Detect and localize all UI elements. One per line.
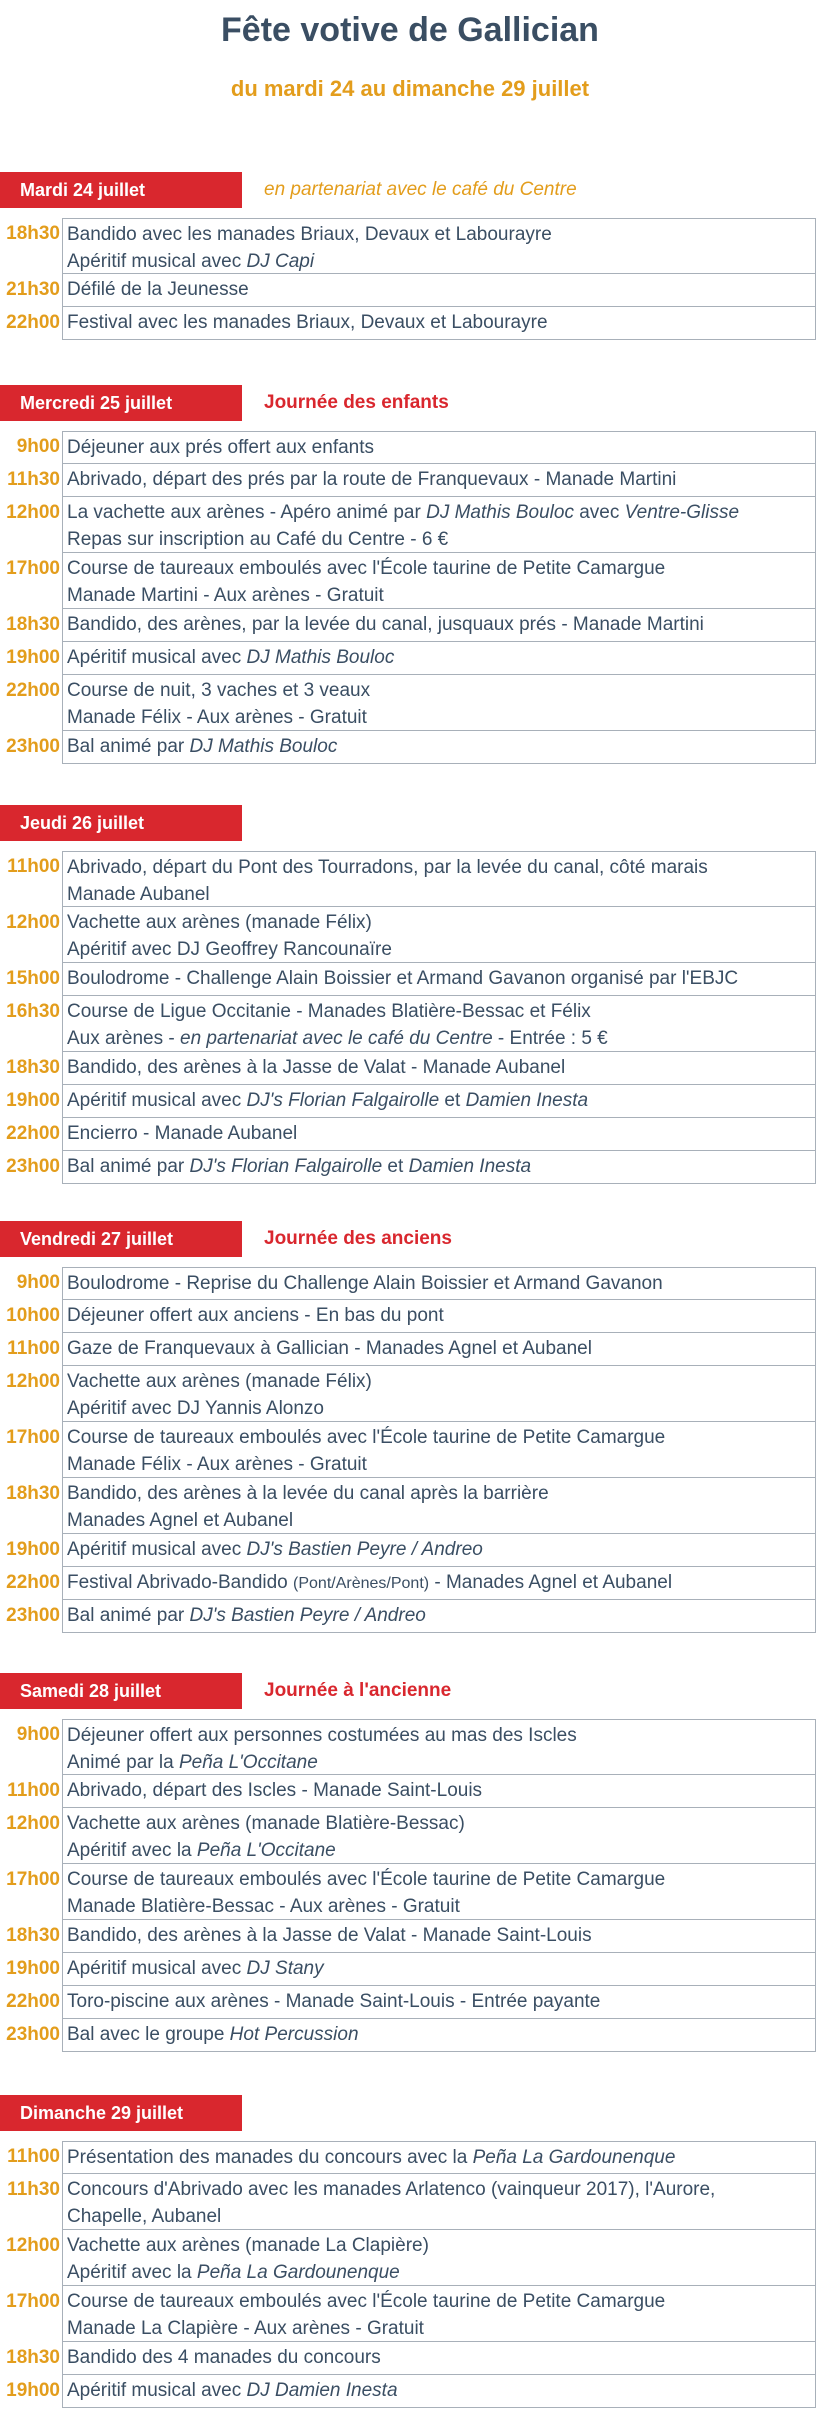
- event-line: [67, 677, 815, 704]
- event-row: [0, 996, 820, 1052]
- event-text: La vachette aux arènes - Apéro animé par: [67, 502, 427, 523]
- event-list: [0, 218, 820, 340]
- event-time: 19h00: [6, 2380, 60, 2401]
- event-text: Manade Félix - Aux arènes - Gratuit: [67, 1454, 367, 1475]
- event-text: Boulodrome - Reprise du Challenge Alain Boissier et Armand Gavanon: [67, 1273, 663, 1294]
- day-section: [0, 1221, 820, 1633]
- event-text: Présentation des manades du concours avec la: [67, 2147, 473, 2168]
- event-line: [67, 1335, 815, 1362]
- event-line: [67, 2344, 815, 2371]
- event-text: Concours d'Abrivado avec les manades Arlatenco (vainqueur 2017), l'Aurore,: [67, 2179, 716, 2200]
- event-row: [0, 1864, 820, 1920]
- event-text-italic: Damien Inesta: [408, 1156, 532, 1177]
- event-line: [67, 1153, 815, 1180]
- event-line: [67, 1810, 815, 1837]
- day-header: [0, 2095, 820, 2131]
- event-line: [67, 644, 815, 671]
- event-line: [67, 1480, 815, 1507]
- event-description: [62, 1534, 816, 1567]
- event-description: [62, 497, 816, 553]
- event-text: Vachette aux arènes (manade La Clapière): [67, 2235, 429, 2256]
- event-line: [67, 1893, 815, 1920]
- event-text: Animé par la: [67, 1752, 179, 1773]
- day-label: Dimanche 29 juillet: [0, 2095, 242, 2131]
- event-time: 9h00: [16, 1272, 60, 1293]
- event-row: [0, 1719, 820, 1775]
- event-time: 18h30: [6, 223, 60, 244]
- event-line: [67, 1988, 815, 2015]
- event-line: [67, 1866, 815, 1893]
- event-text-italic: DJ Capi: [246, 251, 315, 272]
- event-list: [0, 851, 820, 1184]
- event-text: Manade Blatière-Bessac - Aux arènes - Gratuit: [67, 1896, 460, 1917]
- event-line: [67, 2203, 815, 2230]
- event-line: [67, 2021, 815, 2048]
- event-description: [62, 1600, 816, 1633]
- day-header: [0, 385, 820, 421]
- event-text: Déjeuner offert aux anciens - En bas du pont: [67, 1305, 444, 1326]
- day-label: Mercredi 25 juillet: [0, 385, 242, 421]
- event-row: [0, 1808, 820, 1864]
- event-text: Toro-piscine aux arènes - Manade Saint-Louis - Entrée payante: [67, 1991, 601, 2012]
- event-description: [62, 1333, 816, 1366]
- event-time: 22h00: [6, 312, 60, 333]
- event-text: (Pont/Arènes/Pont): [293, 1575, 430, 1592]
- event-time: 22h00: [6, 1991, 60, 2012]
- event-time: 22h00: [6, 1123, 60, 1144]
- event-time: 19h00: [6, 647, 60, 668]
- event-text-italic: DJ Mathis Bouloc: [246, 647, 395, 668]
- event-time: 12h00: [6, 912, 60, 933]
- event-text: Bandido, des arènes à la Jasse de Valat - Manade Saint-Louis: [67, 1925, 592, 1946]
- event-row: [0, 2342, 820, 2375]
- event-row: [0, 1118, 820, 1151]
- event-line: [67, 221, 815, 248]
- event-text: Encierro - Manade Aubanel: [67, 1123, 298, 1144]
- event-row: [0, 497, 820, 553]
- event-text: Abrivado, départ des prés par la route de Franquevaux - Manade Martini: [67, 469, 677, 490]
- event-row: [0, 675, 820, 731]
- event-line: [67, 998, 815, 1025]
- event-text: Défilé de la Jeunesse: [67, 279, 249, 300]
- event-description: [62, 1478, 816, 1534]
- event-time: 9h00: [16, 1724, 60, 1745]
- event-row: [0, 553, 820, 609]
- event-text-italic: DJ Mathis Bouloc: [189, 736, 338, 757]
- event-text: Bandido, des arènes, par la levée du canal, jusquaux prés - Manade Martini: [67, 614, 704, 635]
- event-description: [62, 2141, 816, 2174]
- event-time: 19h00: [6, 1539, 60, 1560]
- event-description: [62, 1422, 816, 1478]
- event-text: Bandido, des arènes à la levée du canal après la barrière: [67, 1483, 549, 1504]
- event-line: [67, 1395, 815, 1422]
- event-line: [67, 2176, 815, 2203]
- event-line: [67, 2377, 815, 2404]
- event-description: [62, 963, 816, 996]
- event-description: [62, 1986, 816, 2019]
- day-section: [0, 2095, 820, 2408]
- event-row: [0, 2019, 820, 2052]
- event-time: 15h00: [6, 968, 60, 989]
- event-description: [62, 2375, 816, 2408]
- event-description: [62, 307, 816, 340]
- event-line: [67, 1507, 815, 1534]
- event-text: Festival Abrivado-Bandido: [67, 1572, 294, 1593]
- event-line: [67, 1424, 815, 1451]
- event-text: Course de taureaux emboulés avec l'École taurine de Petite Camargue: [67, 558, 666, 579]
- event-time: 11h30: [7, 2179, 60, 2200]
- event-text: Manades Agnel et Aubanel: [67, 1510, 294, 1531]
- event-row: [0, 1333, 820, 1366]
- event-description: [62, 851, 816, 907]
- event-text: Apéritif musical avec: [67, 1539, 247, 1560]
- event-text: Apéritif musical avec: [67, 2380, 247, 2401]
- event-list: [0, 1267, 820, 1633]
- day-header: [0, 172, 820, 208]
- event-text: Course de Ligue Occitanie - Manades Blatière-Bessac et Félix: [67, 1001, 591, 1022]
- event-description: [62, 2174, 816, 2230]
- event-description: [62, 1864, 816, 1920]
- event-text: - Manades Agnel et Aubanel: [429, 1572, 673, 1593]
- event-text: Manade Martini - Aux arènes - Gratuit: [67, 585, 384, 606]
- event-text-italic: DJ's Bastien Peyre / Andreo: [189, 1605, 426, 1626]
- page-title: Fête votive de Gallician: [221, 11, 599, 49]
- event-text: Course de taureaux emboulés avec l'École taurine de Petite Camargue: [67, 1869, 666, 1890]
- event-text: Apéritif musical avec: [67, 251, 247, 272]
- event-description: [62, 1267, 816, 1300]
- event-text: Vachette aux arènes (manade Félix): [67, 912, 372, 933]
- event-time: 22h00: [6, 1572, 60, 1593]
- event-time: 11h00: [7, 2146, 60, 2167]
- event-description: [62, 1953, 816, 1986]
- day-note: Journée des anciens: [264, 1228, 452, 1249]
- event-line: [67, 309, 815, 336]
- event-row: [0, 609, 820, 642]
- event-description: [62, 1775, 816, 1808]
- day-note: Journée à l'ancienne: [264, 1680, 452, 1701]
- event-row: [0, 1052, 820, 1085]
- event-time: 11h00: [7, 856, 60, 877]
- event-description: [62, 996, 816, 1052]
- event-description: [62, 642, 816, 675]
- event-description: [62, 731, 816, 764]
- event-text-italic: Peña L'Occitane: [196, 1840, 336, 1861]
- event-line: [67, 1270, 815, 1297]
- event-line: [67, 2315, 815, 2342]
- event-line: [67, 2288, 815, 2315]
- event-line: [67, 1922, 815, 1949]
- event-line: [67, 854, 815, 881]
- event-text: Gaze de Franquevaux à Gallician - Manades Agnel et Aubanel: [67, 1338, 592, 1359]
- event-time: 23h00: [6, 736, 60, 757]
- event-row: [0, 1085, 820, 1118]
- event-description: [62, 1300, 816, 1333]
- event-line: [67, 1569, 815, 1597]
- page-subtitle: du mardi 24 au dimanche 29 juillet: [230, 76, 590, 101]
- event-time: 9h00: [16, 436, 60, 457]
- event-row: [0, 963, 820, 996]
- event-line: [67, 1087, 815, 1114]
- event-row: [0, 218, 820, 274]
- event-time: 18h30: [6, 614, 60, 635]
- event-text: Apéritif musical avec: [67, 1090, 247, 1111]
- event-description: [62, 2019, 816, 2052]
- event-description: [62, 464, 816, 497]
- event-text: Chapelle, Aubanel: [67, 2206, 222, 2227]
- event-line: [67, 1054, 815, 1081]
- event-text-italic: DJ Stany: [246, 1958, 324, 1979]
- event-description: [62, 1366, 816, 1422]
- day-label: Samedi 28 juillet: [0, 1673, 242, 1709]
- event-time: 16h30: [6, 1001, 60, 1022]
- event-text: Boulodrome - Challenge Alain Boissier et Armand Gavanon organisé par l'EBJC: [67, 968, 739, 989]
- event-text-italic: DJ's Florian Falgairolle: [189, 1156, 383, 1177]
- event-row: [0, 1151, 820, 1184]
- event-line: [67, 248, 815, 275]
- event-text: et: [382, 1156, 409, 1177]
- day-header: [0, 805, 820, 841]
- event-row: [0, 2174, 820, 2230]
- event-row: [0, 1366, 820, 1422]
- event-line: [67, 965, 815, 992]
- event-row: [0, 2230, 820, 2286]
- event-time: 23h00: [6, 1156, 60, 1177]
- event-line: [67, 2144, 815, 2171]
- event-line: [67, 1302, 815, 1329]
- event-description: [62, 274, 816, 307]
- event-time: 17h00: [6, 1869, 60, 1890]
- event-time: 23h00: [6, 2024, 60, 2045]
- event-row: [0, 1267, 820, 1300]
- event-text-italic: DJ's Bastien Peyre / Andreo: [246, 1539, 483, 1560]
- event-text: Déjeuner aux prés offert aux enfants: [67, 437, 375, 458]
- event-line: [67, 499, 815, 526]
- event-text: - Entrée : 5 €: [492, 1028, 608, 1049]
- event-row: [0, 1422, 820, 1478]
- event-text: Apéritif musical avec: [67, 1958, 247, 1979]
- event-row: [0, 1478, 820, 1534]
- day-section: [0, 1673, 820, 2052]
- event-description: [62, 218, 816, 274]
- event-line: [67, 936, 815, 963]
- event-row: [0, 274, 820, 307]
- day-label: Jeudi 26 juillet: [0, 805, 242, 841]
- event-text: Aux arènes -: [67, 1028, 180, 1049]
- event-time: 22h00: [6, 680, 60, 701]
- event-text-italic: Ventre-Glisse: [624, 502, 740, 523]
- event-text: Manade La Clapière - Aux arènes - Gratuit: [67, 2318, 424, 2339]
- event-text: Repas sur inscription au Café du Centre - 6 €: [67, 529, 449, 550]
- event-text: Course de taureaux emboulés avec l'École taurine de Petite Camargue: [67, 2291, 666, 2312]
- event-text-italic: Damien Inesta: [465, 1090, 589, 1111]
- event-line: [67, 1536, 815, 1563]
- event-line: [67, 276, 815, 303]
- event-line: [67, 909, 815, 936]
- event-description: [62, 907, 816, 963]
- event-time: 12h00: [6, 2235, 60, 2256]
- event-description: [62, 553, 816, 609]
- event-text: Bandido avec les manades Briaux, Devaux et Labourayre: [67, 224, 552, 245]
- event-line: [67, 1749, 815, 1776]
- event-time: 18h30: [6, 1925, 60, 1946]
- event-time: 12h00: [6, 502, 60, 523]
- event-row: [0, 1600, 820, 1633]
- event-row: [0, 1534, 820, 1567]
- event-row: [0, 907, 820, 963]
- event-line: [67, 1722, 815, 1749]
- event-row: [0, 1920, 820, 1953]
- event-text: Bal animé par: [67, 736, 190, 757]
- event-description: [62, 1052, 816, 1085]
- event-description: [62, 2342, 816, 2375]
- event-text: Bal avec le groupe: [67, 2024, 230, 2045]
- event-line: [67, 881, 815, 908]
- event-text-italic: Peña La Gardounenque: [196, 2262, 400, 2283]
- event-text: Course de nuit, 3 vaches et 3 veaux: [67, 680, 371, 701]
- event-text: Festival avec les manades Briaux, Devaux et Labourayre: [67, 312, 548, 333]
- event-time: 12h00: [6, 1813, 60, 1834]
- event-line: [67, 1120, 815, 1147]
- event-text: Vachette aux arènes (manade Blatière-Bessac): [67, 1813, 465, 1834]
- event-time: 11h00: [7, 1780, 60, 1801]
- event-time: 17h00: [6, 2291, 60, 2312]
- event-line: [67, 611, 815, 638]
- event-text-italic: DJ's Florian Falgairolle: [246, 1090, 440, 1111]
- event-text: Course de taureaux emboulés avec l'École taurine de Petite Camargue: [67, 1427, 666, 1448]
- event-description: [62, 2286, 816, 2342]
- day-section: [0, 172, 820, 340]
- event-row: [0, 731, 820, 764]
- event-text: Apéritif avec DJ Geoffrey Rancounaïre: [67, 939, 392, 960]
- event-line: [67, 1777, 815, 1804]
- event-time: 18h30: [6, 1057, 60, 1078]
- event-row: [0, 431, 820, 464]
- event-time: 10h00: [6, 1305, 60, 1326]
- event-time: 17h00: [6, 1427, 60, 1448]
- event-description: [62, 1808, 816, 1864]
- event-line: [67, 582, 815, 609]
- event-row: [0, 2375, 820, 2408]
- event-text-italic: DJ Mathis Bouloc: [426, 502, 574, 523]
- event-line: [67, 2232, 815, 2259]
- event-line: [67, 2259, 815, 2286]
- event-text: et: [439, 1090, 466, 1111]
- day-section: [0, 385, 820, 764]
- event-row: [0, 307, 820, 340]
- event-text-italic: DJ Damien Inesta: [246, 2380, 398, 2401]
- event-time: 12h00: [6, 1371, 60, 1392]
- event-row: [0, 2141, 820, 2174]
- event-text: Bandido, des arènes à la Jasse de Valat - Manade Aubanel: [67, 1057, 566, 1078]
- event-text: Abrivado, départ des Iscles - Manade Saint-Louis: [67, 1780, 483, 1801]
- event-row: [0, 851, 820, 907]
- day-note: en partenariat avec le café du Centre: [264, 179, 577, 200]
- event-time: 18h30: [6, 2347, 60, 2368]
- day-section: [0, 805, 820, 1184]
- event-line: [67, 555, 815, 582]
- event-text: avec: [573, 502, 625, 523]
- event-time: 19h00: [6, 1090, 60, 1111]
- event-description: [62, 1567, 816, 1600]
- event-line: [67, 526, 815, 553]
- event-text: Manade Félix - Aux arènes - Gratuit: [67, 707, 367, 728]
- event-description: [62, 1118, 816, 1151]
- event-description: [62, 431, 816, 464]
- event-row: [0, 642, 820, 675]
- event-line: [67, 1451, 815, 1478]
- event-time: 11h30: [7, 469, 60, 490]
- event-list: [0, 431, 820, 764]
- event-time: 18h30: [6, 1483, 60, 1504]
- event-row: [0, 2286, 820, 2342]
- event-line: [67, 1837, 815, 1864]
- event-text: Apéritif avec la: [67, 2262, 197, 2283]
- event-line: [67, 1602, 815, 1629]
- event-text: Bandido des 4 manades du concours: [67, 2347, 381, 2368]
- event-line: [67, 1368, 815, 1395]
- event-line: [67, 733, 815, 760]
- event-line: [67, 1025, 815, 1052]
- day-note: Journée des enfants: [264, 392, 449, 413]
- event-time: 19h00: [6, 1958, 60, 1979]
- event-line: [67, 434, 815, 461]
- event-description: [62, 609, 816, 642]
- event-text: Apéritif avec la: [67, 1840, 197, 1861]
- day-label: Vendredi 27 juillet: [0, 1221, 242, 1257]
- event-text: Apéritif musical avec: [67, 647, 247, 668]
- event-text: Bal animé par: [67, 1605, 190, 1626]
- event-description: [62, 1719, 816, 1775]
- event-list: [0, 1719, 820, 2052]
- event-time: 23h00: [6, 1605, 60, 1626]
- event-text-italic: Hot Percussion: [229, 2024, 359, 2045]
- event-row: [0, 1567, 820, 1600]
- event-row: [0, 1775, 820, 1808]
- day-header: [0, 1221, 820, 1257]
- event-text: Manade Aubanel: [67, 884, 210, 905]
- day-label: Mardi 24 juillet: [0, 172, 242, 208]
- event-line: [67, 1955, 815, 1982]
- event-description: [62, 1151, 816, 1184]
- event-text: Vachette aux arènes (manade Félix): [67, 1371, 372, 1392]
- event-description: [62, 675, 816, 731]
- event-list: [0, 2141, 820, 2408]
- event-row: [0, 1953, 820, 1986]
- event-row: [0, 464, 820, 497]
- day-header: [0, 1673, 820, 1709]
- event-text-italic: Peña La Gardounenque: [472, 2147, 676, 2168]
- event-description: [62, 1085, 816, 1118]
- event-text: Bal animé par: [67, 1156, 190, 1177]
- event-text: Apéritif avec DJ Yannis Alonzo: [67, 1398, 324, 1419]
- event-text: Abrivado, départ du Pont des Tourradons, par la levée du canal, côté marais: [67, 857, 708, 878]
- event-row: [0, 1300, 820, 1333]
- event-line: [67, 704, 815, 731]
- event-description: [62, 1920, 816, 1953]
- event-time: 21h30: [6, 279, 60, 300]
- event-row: [0, 1986, 820, 2019]
- event-text-italic: en partenariat avec le café du Centre: [180, 1028, 493, 1049]
- event-text-italic: Peña L'Occitane: [178, 1752, 318, 1773]
- event-time: 11h00: [7, 1338, 60, 1359]
- event-time: 17h00: [6, 558, 60, 579]
- event-text: Déjeuner offert aux personnes costumées au mas des Iscles: [67, 1725, 577, 1746]
- event-line: [67, 466, 815, 493]
- event-description: [62, 2230, 816, 2286]
